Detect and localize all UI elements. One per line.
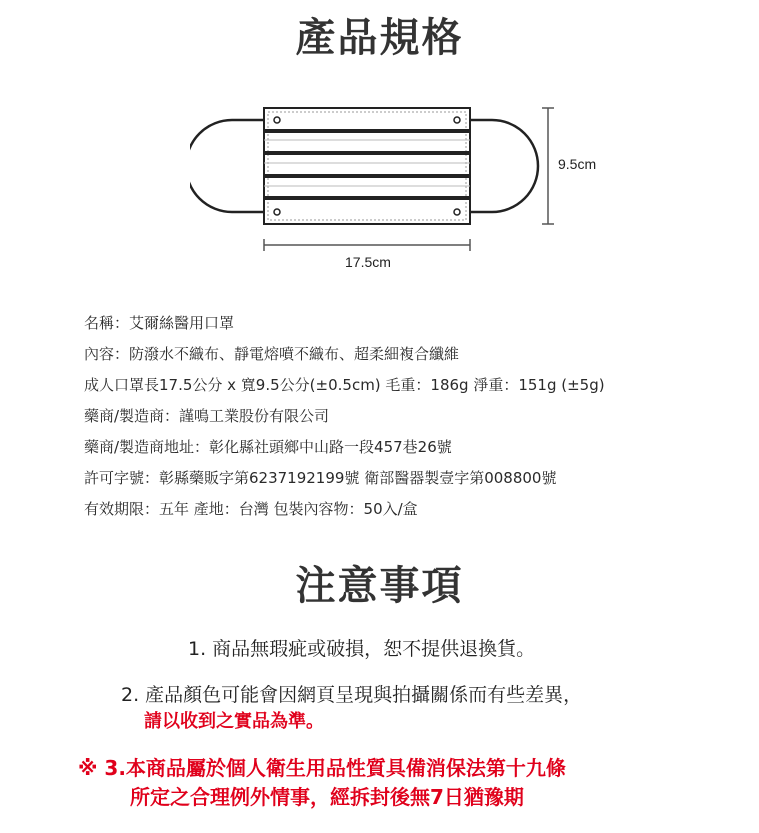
notice-item-2-line-1: 2. 產品顏色可能會因網頁呈現與拍攝關係而有些差異， xyxy=(121,684,583,706)
width-dimension-line xyxy=(264,239,470,251)
mask-diagram xyxy=(190,100,620,275)
spec-name: 名稱：艾爾絲醫用口罩 xyxy=(84,314,235,332)
spec-license: 許可字號：彰縣藥販字第6237192199號 衛部醫器製壹字第008800號 xyxy=(84,469,557,487)
spec-contents: 內容：防潑水不織布、靜電熔噴不織布、超柔細複合纖維 xyxy=(84,345,460,363)
spec-expiry-origin-package: 有效期限：五年 產地：台灣 包裝內容物：50入/盒 xyxy=(84,500,418,518)
mask-body xyxy=(264,108,470,224)
spec-size-weight: 成人口罩長17.5公分 x 寬9.5公分(±0.5cm) 毛重：186g 淨重：151g (±5g) xyxy=(84,376,605,394)
spec-section-title: 產品規格 xyxy=(295,15,464,61)
width-label: 17.5cm xyxy=(345,254,391,270)
notice-section-title: 注意事項 xyxy=(295,563,464,609)
mask-ear-loop-right xyxy=(470,120,538,212)
spec-manufacturer: 藥商/製造商：謹鳴工業股份有限公司 xyxy=(84,407,330,425)
height-label: 9.5cm xyxy=(558,156,597,172)
notice-item-1: 1. 商品無瑕疵或破損，恕不提供退換貨。 xyxy=(188,638,536,660)
mask-ear-loop-left xyxy=(190,120,264,212)
height-dimension-line xyxy=(542,108,554,224)
notice-item-3-line-2: 所定之合理例外情事，經拆封後無7日猶豫期 xyxy=(130,785,524,809)
notice-item-3-line-1: ※ 3.本商品屬於個人衛生用品性質具備消保法第十九條 xyxy=(78,756,566,780)
notice-item-2-line-2: 請以收到之實品為準。 xyxy=(144,711,324,732)
spec-address: 藥商/製造商地址：彰化縣社頭鄉中山路一段457巷26號 xyxy=(84,438,452,456)
